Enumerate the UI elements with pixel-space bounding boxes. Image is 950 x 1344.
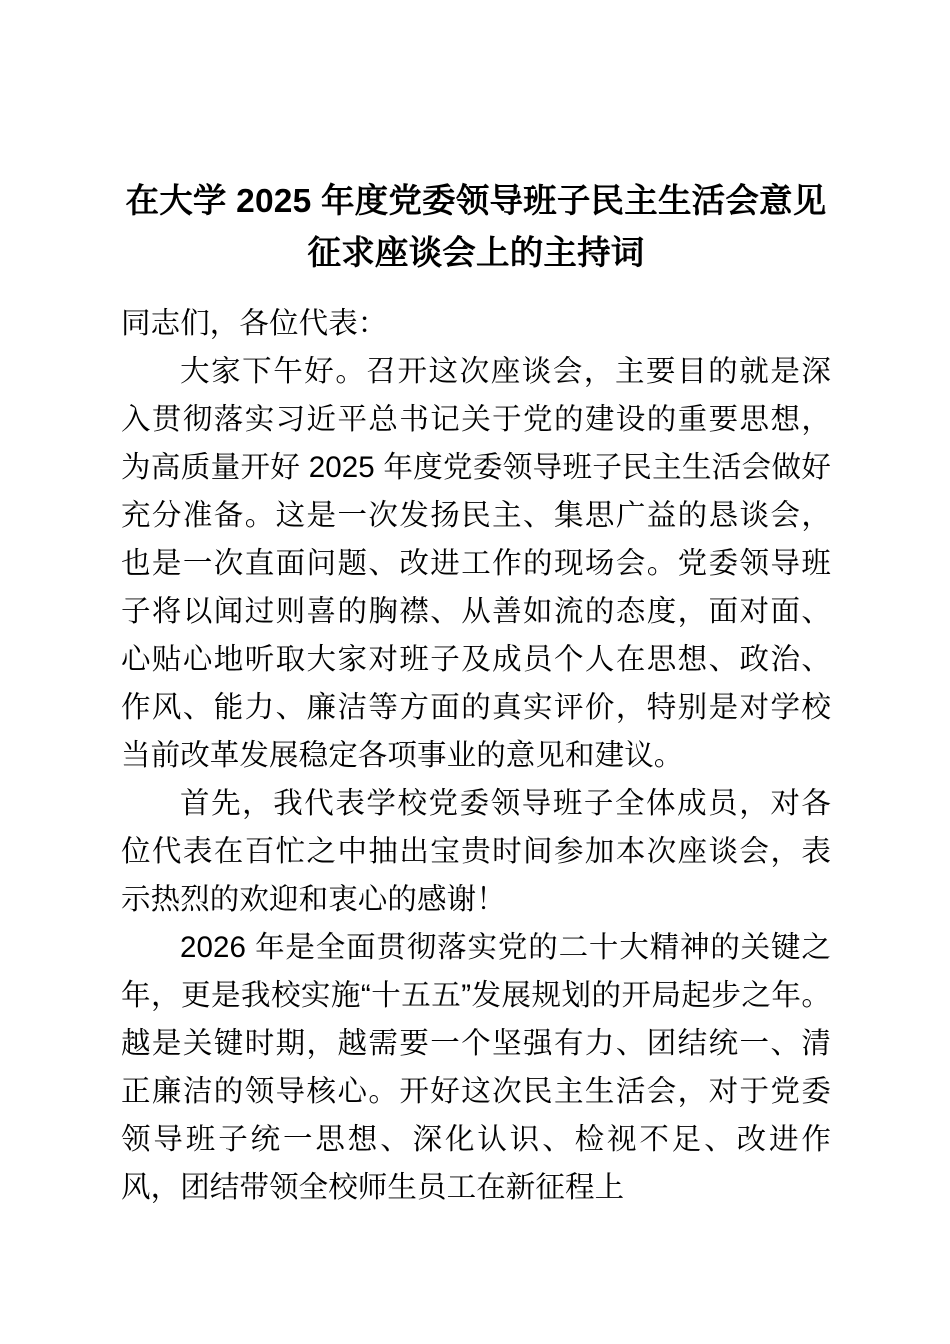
page-content-area (121, 0, 831, 1212)
document-body (121, 300, 831, 1212)
paragraph-1: 大家下午好。召开这次座谈会，主要目的就是深入贯彻落实习近平总书记关于党的建设的重要思想，为高质量开好 2025 年度党委领导班子民主生活会做好充分准备。这是一次发扬民主、集思广益的恳谈会，也是一次直面问题、改进工作的现场会。党委领导班子将以闻过则喜的胸襟、从善如流的态度，面对面、心贴心地听取大家对班子及成员个人在思想、政治、作风、能力、廉洁等方面的真实评价，特别是对学校当前改革发展稳定各项事业的意见和建议。 (121, 355, 831, 772)
paragraph-2: 首先，我代表学校党委领导班子全体成员，对各位代表在百忙之中抽出宝贵时间参加本次座谈会，表示热烈的欢迎和衷心的感谢！ (121, 787, 831, 916)
paragraph-salutation: 同志们，各位代表： (121, 307, 388, 340)
document-title: 在大学 2025 年度党委领导班子民主生活会意见征求座谈会上的主持词 (125, 183, 827, 272)
paragraph-3: 2026 年是全面贯彻落实党的二十大精神的关键之年，更是我校实施“十五五”发展规划的开局起步之年。越是关键时期，越需要一个坚强有力、团结统一、清正廉洁的领导核心。开好这次民主生活会，对于党委领导班子统一思想、深化认识、检视不足、改进作风，团结带领全校师生员工在新征程上 (121, 931, 831, 1204)
